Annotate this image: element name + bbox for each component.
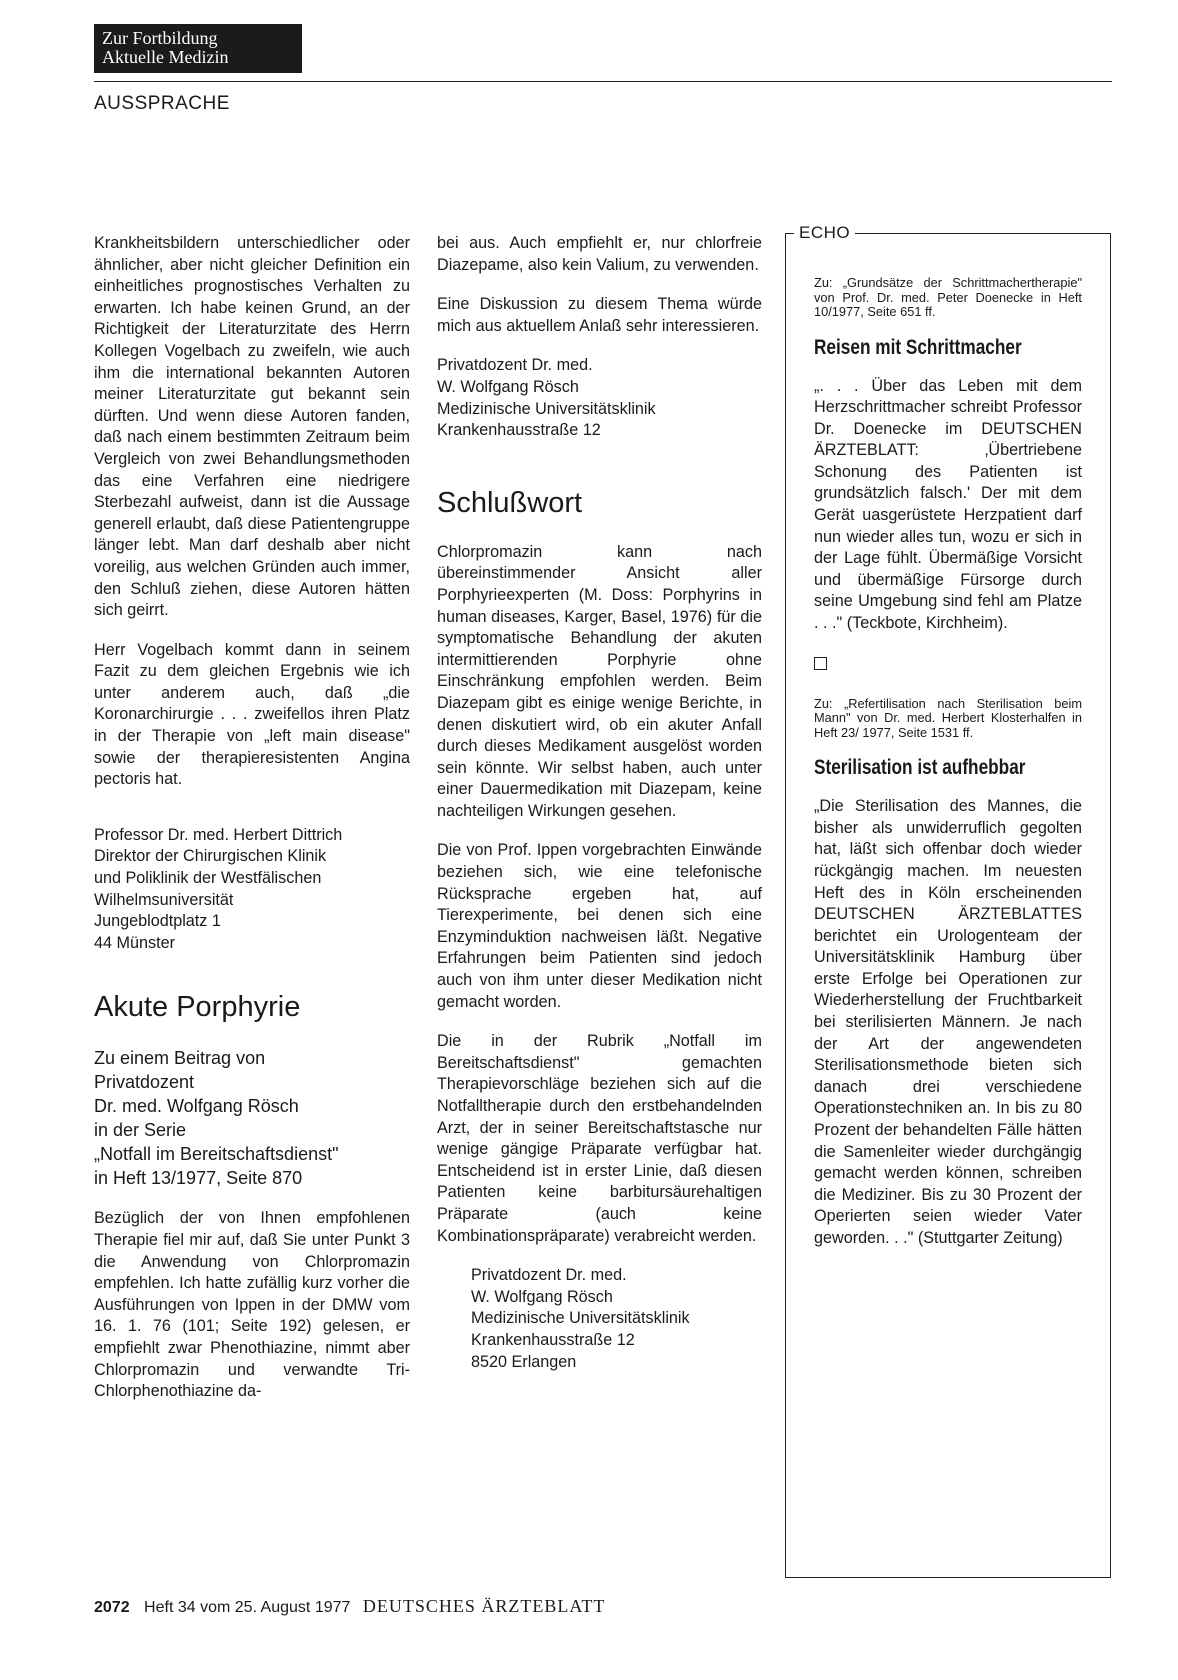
signature-line: und Poliklinik der Westfälischen — [94, 869, 322, 888]
issue-info: Heft 34 vom 25. August 1977 — [144, 1599, 351, 1616]
subhead-line: „Notfall im Bereitschaftsdienst" — [94, 1144, 339, 1165]
article-heading-schlusswort: Schlußwort — [437, 486, 583, 519]
echo-content — [814, 276, 1082, 1268]
column-2 — [437, 233, 762, 1391]
subhead-line: Zu einem Beitrag von — [94, 1048, 266, 1069]
signature-line: Direktor der Chirurgischen Klinik — [94, 847, 327, 866]
col2-signature-1 — [437, 355, 762, 441]
article-heading-akute-porphyrie: Akute Porphyrie — [94, 991, 301, 1024]
subhead-line: in der Serie — [94, 1120, 187, 1141]
col2-paragraph-2: Eine Diskussion zu diesem Thema würde mich aus aktuellem Anlaß sehr interessieren. — [437, 295, 762, 335]
signature-line: Privatdozent Dr. med. — [471, 1266, 627, 1285]
signature-line: 44 Münster — [94, 933, 175, 952]
section-label: AUSSPRACHE — [94, 93, 230, 114]
signature-line: Krankenhausstraße 12 — [471, 1330, 635, 1349]
col1-paragraph-2: Herr Vogelbach kommt dann in seinem Fazit zu dem gleichen Ergebnis wie ich unter anderem auch, daß „die Koronarchirurgie . . . zweifellos ihren Platz in der Therapie von „left main disease" sowie der therapieresistenten Angina pectoris hat. — [94, 640, 410, 789]
col2-paragraph-1: bei aus. Auch empfiehlt er, nur chlorfreie Diazepame, also kein Valium, zu verwenden. — [437, 234, 762, 274]
echo-box — [785, 223, 1111, 1578]
echo-body-1: „. . . Über das Leben mit dem Herzschrittmacher schreibt Professor Dr. Doenecke im DEUTSCHEN ÄRZTEBLATT: ‚Übertriebene Schonung des Patienten ist grundsätzlich falsch.' Der mit dem Gerät uasgerüstete Herzpatient darf nun wieder alles tun, wozu er sich in der Lage fühlt. Übermäßige Vorsicht und übermäßige Fürsorge durch seine Umgebung sind fehl am Platze . . ." (Teckbote, Kirchheim). — [814, 376, 1082, 633]
col1-paragraph-3: Bezüglich der von Ihnen empfohlenen Therapie fiel mir auf, daß Sie unter Punkt 3 die Anwendung von Chlorpromazin empfehlen. Ich hatte zufällig kurz vorher die Ausführungen von Ippen in der DMW vom 16. 1. 76 (101; Seite 192) gelesen, er empfiehlt zwar Phenothiazine, nimmt aber Chlorpromazin und verwandte Tri-Chlorphenothiazine da- — [94, 1209, 410, 1401]
signature-line: Wilhelmsuniversität — [94, 890, 234, 909]
signature-line: Professor Dr. med. Herbert Dittrich — [94, 825, 343, 844]
series-header-line2: Aktuelle Medizin — [102, 47, 229, 67]
col2-paragraph-5: Die in der Rubrik „Notfall im Bereitschaftsdienst" gemachten Therapievorschläge beziehen sich auf die Notfalltherapie durch den erstbehandelnden Arzt, der in seiner Bereitschaftstasche nur wenige gängige Präparate verfügbar hat. Entscheidend ist in erster Linie, daß diesen Patienten keine barbitursäurehaltigen Präparate (auch keine Kombinationspräparate) verabreicht werden. — [437, 1032, 762, 1245]
subhead-line: Privatdozent — [94, 1072, 195, 1093]
subhead-line: in Heft 13/1977, Seite 870 — [94, 1168, 303, 1189]
col2-paragraph-4: Die von Prof. Ippen vorgebrachten Einwände beziehen sich, wie eine telefonische Rücksprache ergeben hat, auf Tierexperimente, bei denen sich eine Enzyminduktion nachweisen läßt. Negative Erfahrungen beim Patienten sind jedoch auch von ihm unter dieser Medikation nicht gemacht worden. — [437, 841, 762, 1011]
echo-body-2: „Die Sterilisation des Mannes, die bisher als unwiderruflich gegolten hat, läßt sich offenbar doch wieder rückgängig machen. Im neuesten Heft des in Köln erscheinenden DEUTSCHEN ÄRZTEBLATTES berichtet ein Urologenteam der Universitätsklinik Hamburg über erste Erfolge bei Operationen zur Wiederherstellung der Fruchtbarkeit bei sterilisierten Männern. Je nach der Art der angewendeten Sterilisationsmethode bieten sich danach drei verschiedene Operationstechniken an. In bis zu 80 Prozent der behandelten Fälle hätten die Samenleiter wieder durchgängig gemacht werden können, schreiben die Mediziner. Bis zu 30 Prozent der Operierten seien wieder Vater geworden. . ." (Stuttgarter Zeitung) — [814, 797, 1082, 1247]
signature-line: W. Wolfgang Rösch — [437, 377, 579, 396]
series-header-box — [94, 24, 302, 73]
series-header-line1: Zur Fortbildung — [102, 28, 218, 48]
signature-line: Jungeblodtplatz 1 — [94, 912, 221, 931]
col2-paragraph-3: Chlorpromazin kann nach übereinstimmender Ansicht aller Porphyrieexperten (M. Doss: Porphyrins in human diseases, Karger, Basel, 1976) für die symptomatische Behandlung der akuten intermittierenden Porphyrie ohne Einschränkung empfohlen werden. Beim Diazepam gibt es einige wenige Berichte, in denen diskutiert wird, ob ein akuter Anfall durch dieses Medikament ausgelöst worden sein könnte. Wir selbst haben, auch unter einer Dauermedikation mit Diazepam, keine nachteiligen Wirkungen gesehen. — [437, 542, 762, 820]
signature-line: 8520 Erlangen — [471, 1352, 577, 1371]
signature-line: Medizinische Universitätsklinik — [437, 399, 656, 418]
page-footer — [94, 1596, 605, 1617]
signature-line: Medizinische Universitätsklinik — [471, 1309, 690, 1328]
signature-line: Krankenhausstraße 12 — [437, 421, 601, 440]
echo-reference-2: Zu: „Refertilisation nach Sterilisation beim Mann" von Dr. med. Herbert Klosterhalfen in Heft 23/ 1977, Seite 1531 ff. — [814, 695, 1082, 740]
col1-signature — [94, 825, 410, 955]
echo-heading-sterilisation: Sterilisation ist aufhebbar — [814, 756, 1026, 780]
signature-line: Privatdozent Dr. med. — [437, 356, 593, 375]
column-1 — [94, 233, 410, 1421]
page-number: 2072 — [94, 1599, 130, 1616]
publication-name: DEUTSCHES ÄRZTEBLATT — [362, 1596, 606, 1616]
echo-label: ECHO — [794, 223, 855, 243]
col1-paragraph-1: Krankheitsbildern unterschiedlicher oder ähnlicher, aber nicht gleicher Definition ein einheitliches prognostisches Verhalten zu erwarten. Ich habe keinen Grund, an der Richtigkeit der Literaturzitate des Herrn Kollegen Vogelbach zu zweifeln, wie auch ihm die international bekannten Autoren meiner Literaturzitate gut bekannt sein dürften. Und wenn diese Autoren fanden, daß nach einem bestimmten Zeitraum beim Vergleich von zwei Behandlungsmethoden das eine Verfahren eine niedrigere Sterbezahl aufweist, dann ist die Aussage generell erlaubt, daß diese Patientengruppe länger lebt. Man darf deshalb aber nicht voreilig, aus welchen Gründen auch immer, den Schluß ziehen, diese Autoren hätten sich geirrt. — [94, 234, 410, 620]
end-square-icon — [814, 657, 827, 670]
echo-reference-1: Zu: „Grundsätze der Schrittmachertherapie" von Prof. Dr. med. Peter Doenecke in Heft 10/1977, Seite 651 ff. — [814, 275, 1082, 319]
signature-line: W. Wolfgang Rösch — [471, 1287, 613, 1306]
article-subhead — [94, 1046, 410, 1190]
subhead-line: Dr. med. Wolfgang Rösch — [94, 1096, 299, 1117]
col2-signature-2 — [437, 1265, 762, 1373]
top-rule — [94, 81, 1112, 82]
echo-heading-reisen: Reisen mit Schrittmacher — [814, 335, 1022, 359]
